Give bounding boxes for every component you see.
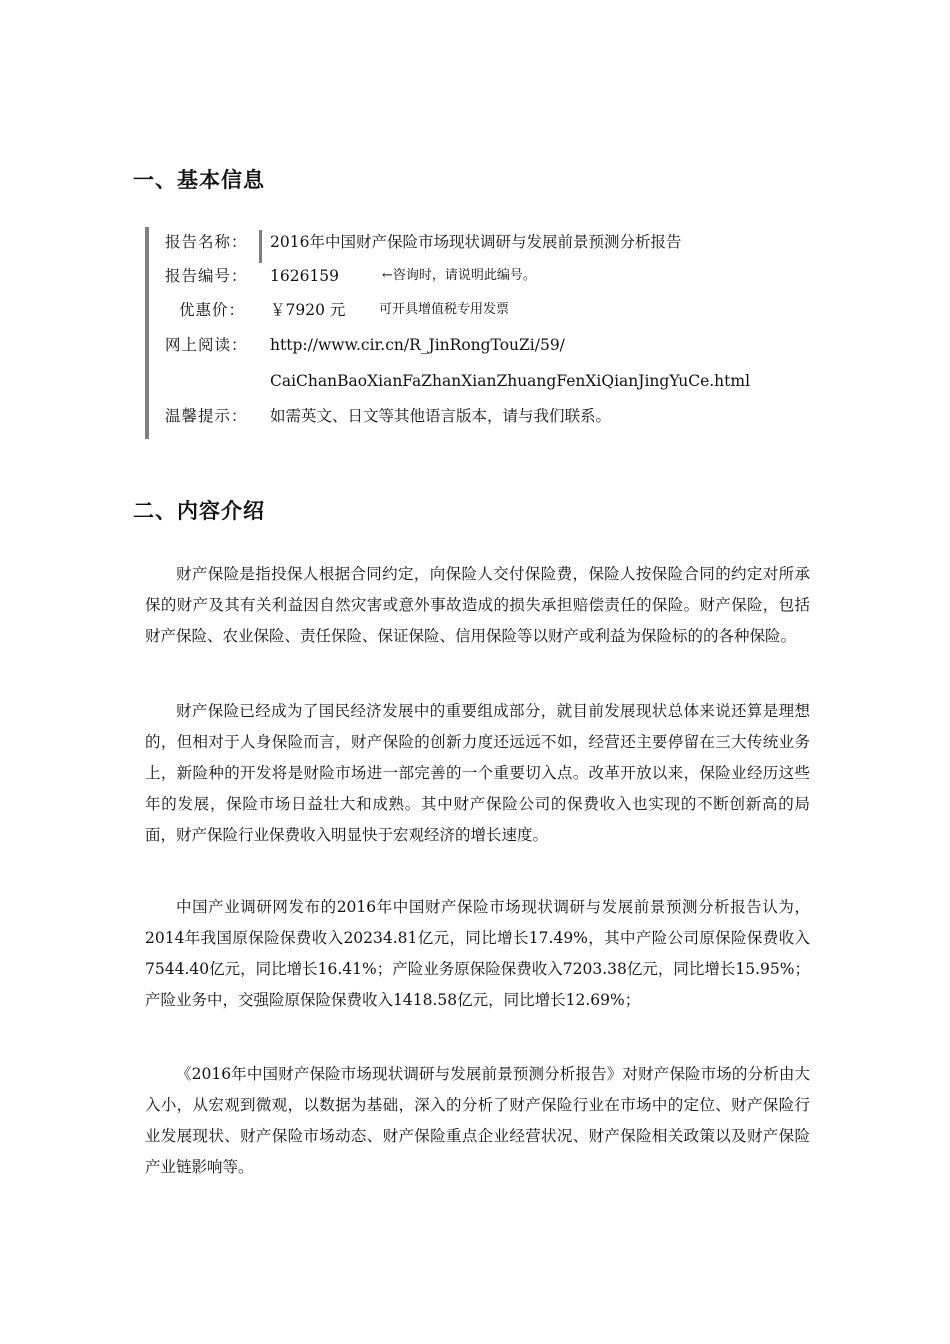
report-code-value: 1626159 bbox=[270, 267, 340, 285]
intro-paragraph-2 bbox=[145, 696, 810, 851]
tip-value: 如需英文、日文等其他语言版本，请与我们联系。 bbox=[270, 407, 612, 425]
report-info-box bbox=[145, 227, 845, 439]
report-name-label: 报告名称： bbox=[165, 233, 248, 251]
tip-label: 温馨提示： bbox=[165, 407, 248, 425]
info-row-online-read bbox=[145, 330, 845, 360]
online-read-label: 网上阅读： bbox=[165, 336, 248, 354]
info-row-name bbox=[145, 227, 845, 257]
paragraph-text: 《2016年中国财产保险市场现状调研与发展前景预测分析报告》对财产保险市场的分析由大入小，从宏观到微观，以数据为基础，深入的分析了财产保险行业在市场中的定位、财产保险行业发展现状、财产保险市场动态、财产保险重点企业经营状况、财产保险相关政策以及财产保险产业链影响等。 bbox=[145, 1065, 810, 1176]
info-row-online-read-cont bbox=[145, 366, 845, 396]
price-note: 可开具增值税专用发票 bbox=[379, 302, 510, 317]
report-name-value: 2016年中国财产保险市场现状调研与发展前景预测分析报告 bbox=[270, 233, 682, 251]
intro-paragraph-1 bbox=[145, 559, 810, 652]
section-heading-content: 二、内容介绍 bbox=[133, 499, 265, 523]
intro-paragraph-3 bbox=[145, 892, 810, 1016]
online-read-url-line2[interactable]: CaiChanBaoXianFaZhanXianZhuangFenXiQianJingYuCe.html bbox=[270, 372, 751, 390]
section-heading-basic-info: 一、基本信息 bbox=[133, 168, 265, 192]
price-value: ￥7920 元 bbox=[270, 301, 346, 319]
paragraph-text: 中国产业调研网发布的2016年中国财产保险市场现状调研与发展前景预测分析报告认为，2014年我国原保险保费收入20234.81亿元，同比增长17.49%，其中产险公司原保险保费收入7544.40亿元，同比增长16.41%；产险业务原保险保费收入7203.38亿元，同比增长15.95%；产险业务中，交强险原保险保费收入1418.58亿元，同比增长12.69%； bbox=[145, 898, 810, 1009]
report-code-label: 报告编号： bbox=[165, 267, 248, 285]
paragraph-text: 财产保险已经成为了国民经济发展中的重要组成部分，就目前发展现状总体来说还算是理想的，但相对于人身保险而言，财产保险的创新力度还远远不如，经营还主要停留在三大传统业务上，新险种的开发将是财险市场进一部完善的一个重要切入点。改革开放以来，保险业经历这些年的发展，保险市场日益壮大和成熟。其中财产保险公司的保费收入也实现的不断创新高的局面，财产保险行业保费收入明显快于宏观经济的增长速度。 bbox=[145, 702, 810, 844]
info-row-price bbox=[145, 295, 845, 325]
paragraph-text: 财产保险是指投保人根据合同约定，向保险人交付保险费，保险人按保险合同的约定对所承保的财产及其有关利益因自然灾害或意外事故造成的损失承担赔偿责任的保险。财产保险，包括财产保险、农业保险、责任保险、保证保险、信用保险等以财产或利益为保险标的的各种保险。 bbox=[145, 565, 810, 645]
info-row-code bbox=[145, 261, 845, 291]
report-code-note: ←咨询时，请说明此编号。 bbox=[382, 268, 536, 283]
online-read-url-line1[interactable]: http://www.cir.cn/R_JinRongTouZi/59/ bbox=[270, 336, 565, 354]
intro-paragraph-4 bbox=[145, 1059, 810, 1183]
info-row-tip bbox=[145, 401, 845, 431]
price-label: 优惠价： bbox=[178, 301, 245, 319]
